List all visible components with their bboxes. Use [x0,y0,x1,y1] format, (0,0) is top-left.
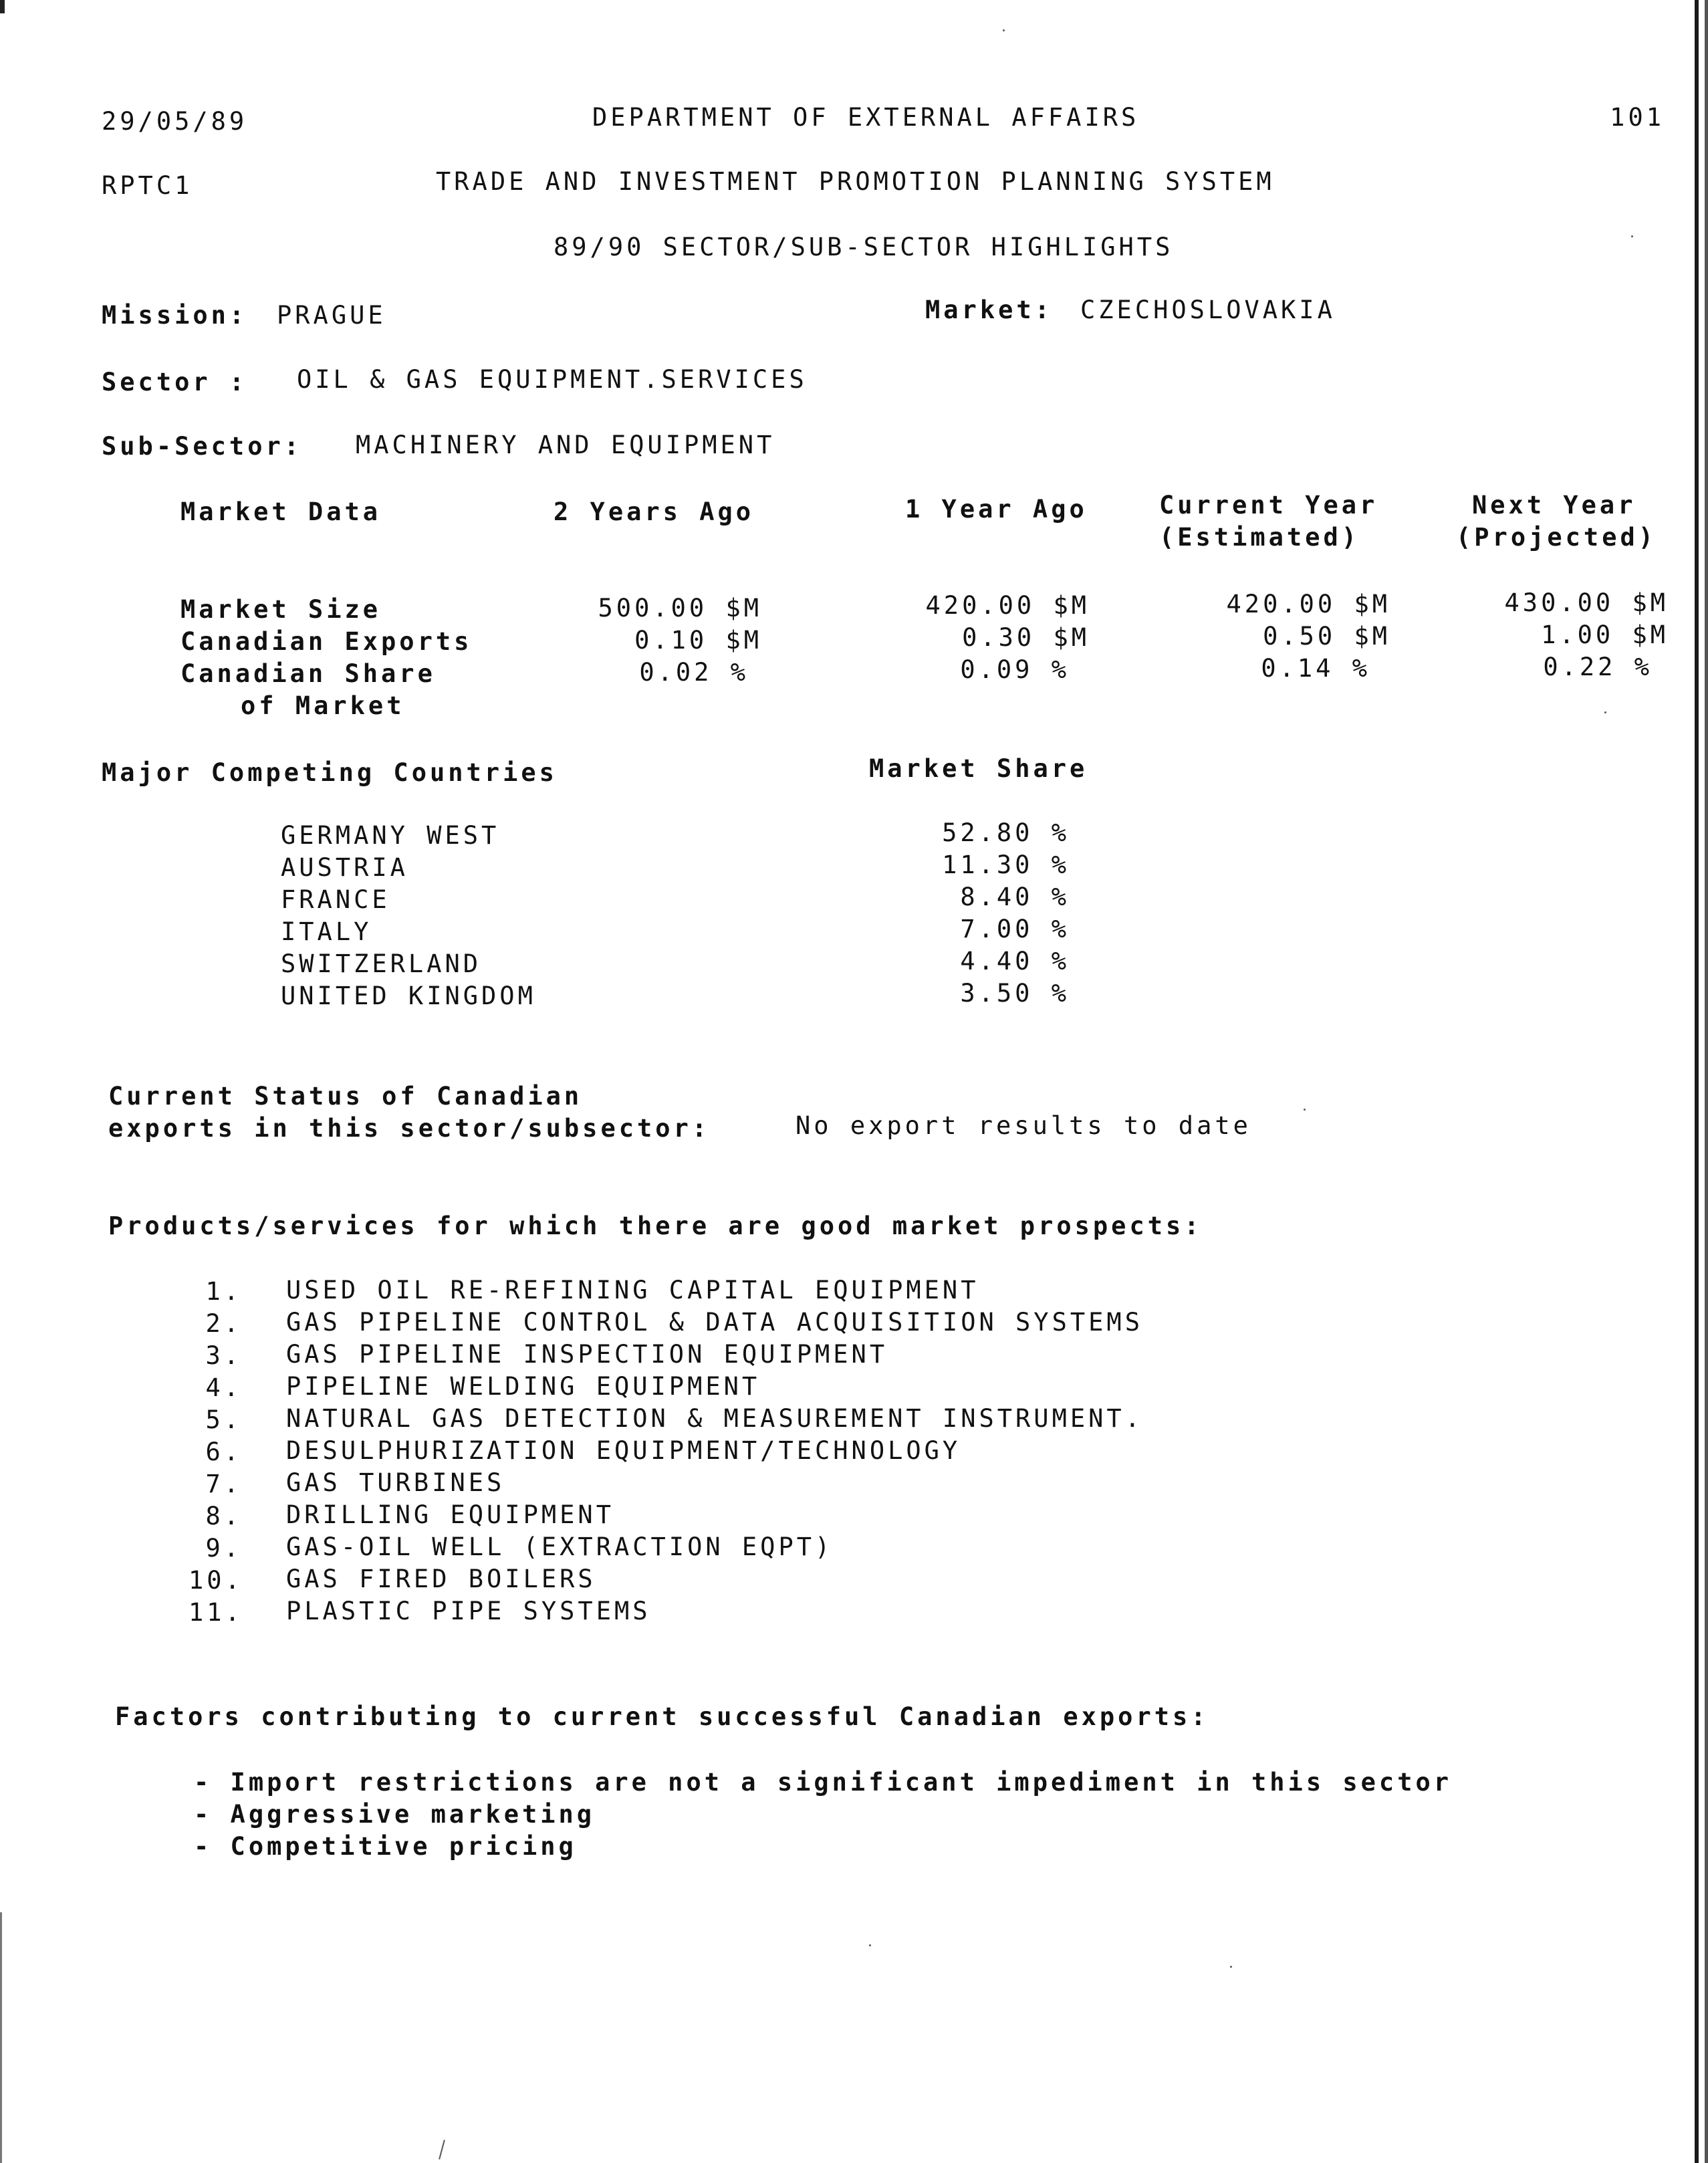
mission-label: Mission: [102,301,248,330]
competitor-share: 7.00 % [960,915,1070,943]
factor-item: - Aggressive marketing [194,1800,596,1829]
scan-edge-right [1695,0,1699,2163]
competitor-share: 3.50 % [960,979,1070,1008]
canadian-share-1y: 0.09 % [960,655,1070,684]
scan-speck [1604,711,1606,713]
market-size-1y: 420.00 $M [925,591,1090,620]
col-current-year: Current Year [1159,491,1378,520]
market-size-2y: 500.00 $M [598,594,762,622]
product-number: 9. [205,1534,242,1563]
canadian-share-next: 0.22 % [1543,653,1653,681]
competitor-share: 4.40 % [960,947,1070,976]
product-item: USED OIL RE-REFINING CAPITAL EQUIPMENT [286,1276,979,1304]
factors-heading: Factors contributing to current successful Canadian exports: [115,1702,1209,1731]
canadian-share-current: 0.14 % [1261,654,1370,683]
market-data-header: Market Data [180,497,382,526]
canadian-exports-1y: 0.30 $M [962,623,1090,652]
product-number: 3. [205,1341,242,1370]
col-next-year-projected: (Projected) [1456,523,1657,552]
report-date: 29/05/89 [102,107,248,136]
scan-speck [1230,1966,1232,1968]
competitor-country: ITALY [281,917,372,946]
status-label-line1: Current Status of Canadian [108,1082,583,1111]
market-size-next: 430.00 $M [1504,588,1669,617]
competitor-share: 8.40 % [960,883,1070,911]
col-current-year-estimated: (Estimated) [1159,523,1360,552]
system-title: TRADE AND INVESTMENT PROMOTION PLANNING SYSTEM [436,167,1275,196]
row-canadian-exports-label: Canadian Exports [180,627,473,656]
competitor-country: GERMANY WEST [281,821,500,850]
scan-edge-left-bottom [0,1912,2,2163]
scan-mark [439,2140,445,2159]
canadian-share-2y: 0.02 % [639,658,749,687]
sub-sector-label: Sub-Sector: [102,432,303,461]
status-value: No export results to date [796,1111,1251,1140]
competitors-heading: Major Competing Countries [102,758,558,787]
product-item: GAS-OIL WELL (EXTRACTION EQPT) [286,1532,834,1561]
scan-edge-left-top [0,0,5,13]
market-value: CZECHOSLOVAKIA [1080,296,1336,324]
product-number: 10. [189,1566,243,1595]
product-number: 1. [205,1277,242,1306]
competitor-country: AUSTRIA [281,853,408,882]
product-number: 6. [205,1438,242,1466]
scan-speck [1003,29,1005,31]
product-item: DRILLING EQUIPMENT [286,1500,614,1529]
scan-edge-right-outer [1705,0,1708,2163]
row-canadian-share-label-2: of Market [241,691,405,720]
market-size-current: 420.00 $M [1226,590,1390,618]
sector-value: OIL & GAS EQUIPMENT.SERVICES [297,365,808,394]
product-number: 7. [205,1470,242,1498]
row-market-size-label: Market Size [180,595,382,624]
products-heading: Products/services for which there are good market prospects: [108,1212,1203,1240]
scan-speck [869,1944,871,1946]
canadian-exports-current: 0.50 $M [1263,622,1390,651]
competitor-country: SWITZERLAND [281,949,482,978]
product-item: NATURAL GAS DETECTION & MEASUREMENT INSTRUMENT. [286,1404,1143,1433]
competitor-share: 52.80 % [942,818,1070,847]
market-share-heading: Market Share [869,754,1088,783]
product-item: DESULPHURIZATION EQUIPMENT/TECHNOLOGY [286,1436,961,1465]
col-two-years-ago: 2 Years Ago [554,497,755,526]
page-number: 101 [1610,103,1665,132]
col-one-year-ago: 1 Year Ago [905,495,1088,524]
factor-item: - Import restrictions are not a significant impediment in this sector [194,1768,1453,1797]
product-number: 5. [205,1405,242,1434]
status-label-line2: exports in this sector/subsector: [108,1114,711,1143]
row-canadian-share-label: Canadian Share [180,659,436,688]
factor-item: - Competitive pricing [194,1832,577,1861]
competitor-country: FRANCE [281,885,390,914]
scan-speck [1304,1109,1306,1111]
product-item: GAS PIPELINE INSPECTION EQUIPMENT [286,1340,888,1369]
canadian-exports-2y: 0.10 $M [634,626,762,655]
mission-value: PRAGUE [277,301,386,330]
sub-sector-value: MACHINERY AND EQUIPMENT [356,431,775,459]
canadian-exports-next: 1.00 $M [1541,620,1669,649]
product-number: 2. [205,1309,242,1338]
product-item: PLASTIC PIPE SYSTEMS [286,1597,651,1625]
market-label: Market: [925,296,1053,324]
product-item: PIPELINE WELDING EQUIPMENT [286,1372,761,1401]
product-number: 8. [205,1502,242,1530]
product-number: 11. [189,1598,243,1627]
department-title: DEPARTMENT OF EXTERNAL AFFAIRS [592,103,1140,132]
competitor-share: 11.30 % [942,850,1070,879]
competitor-country: UNITED KINGDOM [281,982,536,1010]
product-item: GAS FIRED BOILERS [286,1565,596,1593]
product-item: GAS TURBINES [286,1468,505,1497]
scan-speck [1631,235,1633,237]
sector-label: Sector : [102,368,248,396]
product-number: 4. [205,1373,242,1402]
product-item: GAS PIPELINE CONTROL & DATA ACQUISITION SYSTEMS [286,1308,1143,1337]
report-id: RPTC1 [102,171,193,200]
col-next-year: Next Year [1472,491,1636,520]
report-subtitle: 89/90 SECTOR/SUB-SECTOR HIGHLIGHTS [554,233,1174,261]
